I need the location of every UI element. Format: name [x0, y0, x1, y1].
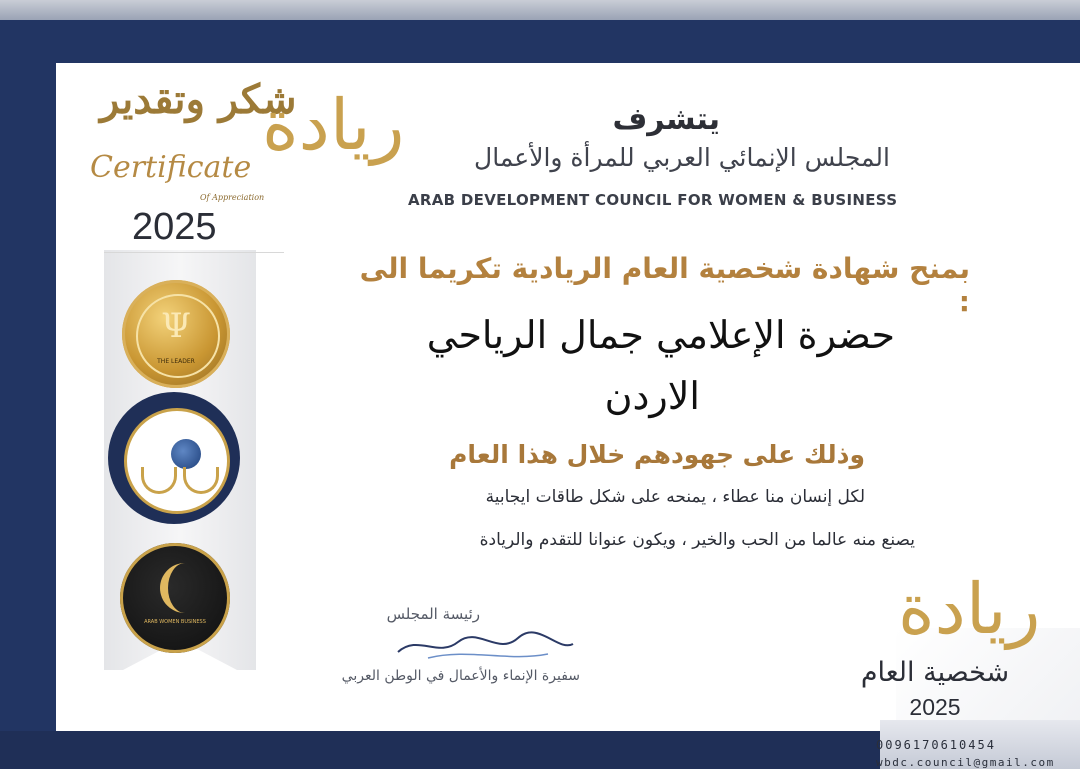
quote-line-1: لكل إنسان منا عطاء ، يمنحه على شكل طاقات ايجابية	[485, 487, 865, 507]
person-of-year-year: 2025	[909, 694, 961, 720]
logo-divider	[104, 252, 284, 253]
gold-medal-caption: THE LEADER	[157, 358, 195, 365]
certificate-subtitle: Of Appreciation	[200, 193, 265, 202]
laurel-left-icon	[141, 467, 177, 494]
contact-email: wbdc.council@gmail.com	[876, 756, 1055, 769]
hosts-heading: يتشرف	[612, 102, 720, 137]
quote-line-2: يصنع منه عالما من الحب والخير ، ويكون عنوانا للتقدم والريادة	[479, 530, 915, 550]
women-business-medal-icon	[120, 543, 230, 653]
globe-icon	[171, 439, 201, 469]
leader-medal-icon	[122, 280, 230, 388]
contact-phone: 0096170610454	[876, 738, 996, 752]
person-of-year-emblem-icon: ريادة	[898, 568, 1041, 650]
seal-inner	[124, 408, 230, 514]
council-name-english: ARAB DEVELOPMENT COUNCIL FOR WOMEN & BUSINESS	[408, 191, 898, 209]
grant-statement: بمنح شهادة شخصية العام الريادية تكريما الى :	[359, 252, 970, 318]
ambassador-title: سفيرة الإنماء والأعمال في الوطن العربي	[341, 668, 580, 684]
top-frame	[0, 0, 1080, 20]
logo-year: 2025	[132, 206, 217, 248]
laurel-right-icon	[183, 467, 219, 494]
honoree-country: الاردن	[604, 374, 700, 418]
signature-icon	[388, 628, 578, 662]
certificate-script: Certificate	[90, 150, 252, 185]
person-of-year-title: شخصية العام	[860, 657, 1010, 688]
thanks-logo-text: شكر وتقدير	[100, 76, 297, 123]
council-name-arabic: المجلس الإنمائي العربي للمرأة والأعمال	[474, 143, 890, 172]
profile-silhouette-icon	[160, 563, 198, 613]
council-seal-icon	[108, 392, 240, 524]
efforts-statement: وذلك على جهودهم خلال هذا العام	[449, 440, 865, 469]
calligraphy-emblem-icon: ريادة	[262, 84, 405, 166]
medal-torch-icon: Ψ	[161, 306, 191, 346]
honoree-name: حضرة الإعلامي جمال الرياحي	[426, 313, 895, 357]
chair-title: رئيسة المجلس	[386, 605, 480, 623]
dark-medal-caption: ARAB WOMEN BUSINESS	[144, 619, 206, 625]
